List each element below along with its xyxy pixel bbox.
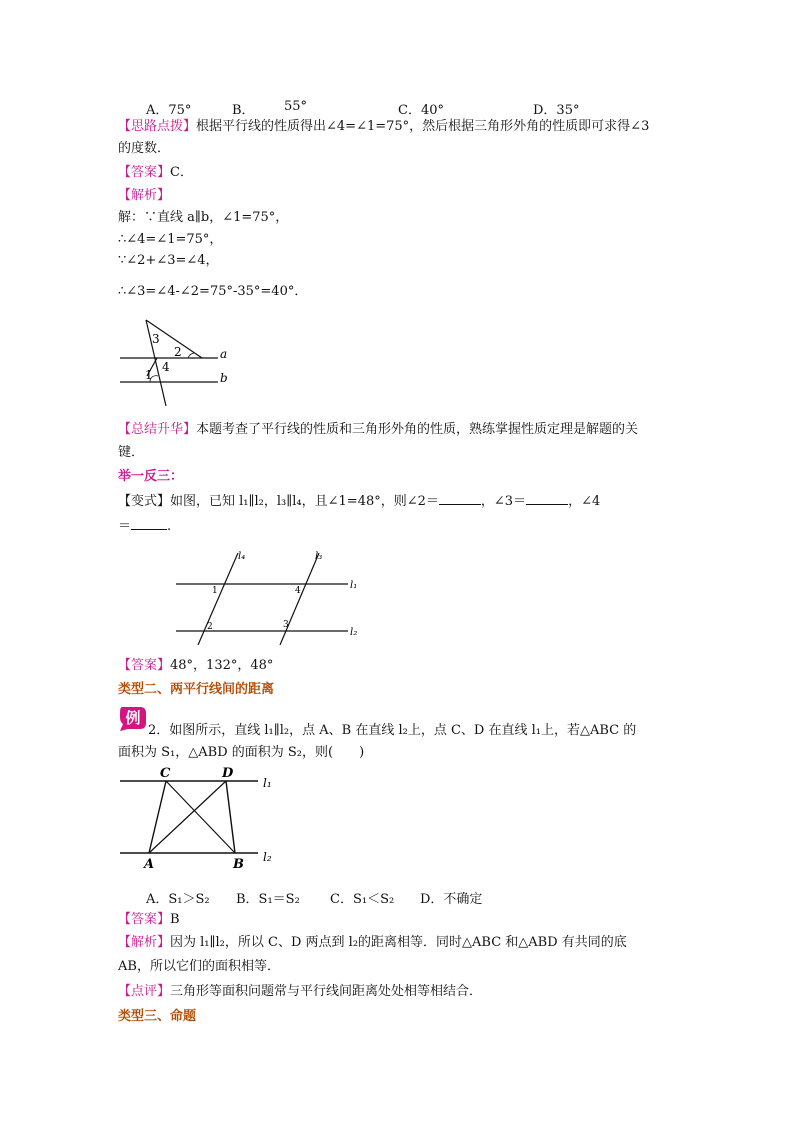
- analysis-tag-2: 【解析】: [118, 935, 171, 950]
- analysis-line-2: [118, 934, 627, 952]
- summary-line-2: 键．: [118, 445, 145, 460]
- variant-tag: 【变式】: [118, 494, 171, 509]
- summary-tag: 【总结升华】: [118, 422, 197, 437]
- example-badge-icon: [118, 705, 148, 731]
- answer-text-3: B: [170, 912, 180, 927]
- fig2-angle-2: 2: [207, 622, 213, 632]
- analysis-line-2b: AB，所以它们的面积相等．: [118, 959, 280, 974]
- fig1-label-4: 4: [162, 360, 170, 374]
- answer-text: C．: [170, 165, 193, 180]
- fig3-label-B: B: [233, 857, 244, 872]
- variant-text-4: ＝: [118, 519, 132, 534]
- fig2-angle-3: 3: [283, 620, 289, 630]
- example-line-1: 2．如图所示，直线 l₁∥l₂，点 A、B 在直线 l₂上，点 C、D 在直线 l₁上，若△ABC 的: [148, 723, 637, 738]
- fig2-angle-1: 1: [212, 586, 218, 596]
- option-a: A．75°: [146, 103, 192, 118]
- practice-heading: 举一反三：: [118, 469, 184, 484]
- blank-angle-3: [526, 492, 568, 505]
- comment-tag: 【点评】: [118, 984, 171, 999]
- option-d: D．35°: [533, 103, 580, 118]
- fig2-label-l1: l₁: [350, 580, 358, 591]
- answer-tag-2: 【答案】: [118, 658, 171, 673]
- option-b: B．: [232, 103, 255, 118]
- analysis-tag: 【解析】: [118, 188, 171, 203]
- variant-text-1: 如图，已知 l₁∥l₂，l₃∥l₄，且∠1=48°，则∠2＝: [170, 494, 439, 509]
- fig1-label-1: 1: [145, 368, 153, 382]
- fig1-label-b: b: [220, 371, 228, 385]
- figure-four-lines: [170, 545, 370, 645]
- option-b-value: 55°: [284, 99, 308, 114]
- section-type-3: 类型三、命题: [118, 1009, 197, 1024]
- summary-line: [118, 421, 638, 439]
- variant-text-3: ，∠4: [568, 494, 601, 509]
- option-c: C．40°: [398, 103, 444, 118]
- fig3-label-l2: l₂: [263, 850, 272, 864]
- section-type-2: 类型二、两平行线间的距离: [118, 682, 275, 697]
- comment-line: [118, 983, 482, 1001]
- fig3-label-C: C: [160, 766, 171, 781]
- variant-text-5: .: [167, 519, 172, 534]
- fig2-label-l4: l₄: [238, 551, 246, 562]
- q2-option-c: C．S₁＜S₂: [330, 892, 395, 907]
- example-badge-text: 例: [125, 709, 141, 727]
- answer-line-2: [118, 657, 273, 675]
- fig2-label-l3: l₃: [315, 551, 323, 562]
- hint-line: [118, 118, 649, 136]
- example-line-2: 面积为 S₁，△ABD 的面积为 S₂，则( ): [118, 745, 365, 760]
- fig2-angle-4: 4: [295, 586, 301, 596]
- summary-text: 本题考查了平行线的性质和三角形外角的性质，熟练掌握性质定理是解题的关: [196, 422, 639, 437]
- fig3-label-A: A: [144, 857, 155, 872]
- hint-line-2: 的度数．: [118, 141, 171, 156]
- blank-angle-4: [131, 517, 167, 530]
- hint-text: 根据平行线的性质得出∠4=∠1=75°，然后根据三角形外角的性质即可求得∠3: [196, 119, 650, 134]
- variant-text-2: ，∠3＝: [480, 494, 527, 509]
- hint-tag: 【思路点拨】: [118, 119, 197, 134]
- solution-line-2: ∴∠4=∠1=75°，: [118, 232, 223, 247]
- q2-option-b: B．S₁＝S₂: [236, 892, 300, 907]
- answer-text-2: 48°，132°，48°: [170, 658, 274, 673]
- solution-line-4: ∴∠3=∠4-∠2=75°-35°=40°．: [118, 284, 308, 299]
- analysis-text-2: 因为 l₁∥l₂，所以 C、D 两点到 l₂的距离相等．同时△ABC 和△ABD 有共同的底: [170, 935, 627, 950]
- variant-line-2: [118, 517, 171, 536]
- figure-triangle-parallel: [118, 316, 238, 410]
- fig1-label-3: 3: [152, 332, 160, 346]
- answer-tag: 【答案】: [118, 165, 171, 180]
- solution-line-1: 解：∵直线 a∥b，∠1=75°，: [118, 210, 289, 225]
- fig2-label-l2: l₂: [350, 627, 358, 638]
- fig3-label-l1: l₁: [263, 776, 272, 790]
- answer-line: [118, 164, 193, 182]
- blank-angle-2: [439, 492, 481, 505]
- answer-line-3: [118, 911, 180, 929]
- comment-text: 三角形等面积问题常与平行线间距离处处相等相结合．: [170, 984, 483, 999]
- fig1-label-a: a: [220, 347, 228, 361]
- q2-option-d: D．不确定: [420, 892, 483, 907]
- answer-tag-3: 【答案】: [118, 912, 171, 927]
- q2-option-a: A．S₁＞S₂: [146, 892, 210, 907]
- fig3-label-D: D: [222, 766, 234, 781]
- figure-trapezoid: [118, 764, 278, 874]
- solution-line-3: ∵∠2+∠3=∠4，: [118, 253, 219, 268]
- variant-line: [118, 492, 600, 511]
- fig1-label-2: 2: [174, 345, 182, 359]
